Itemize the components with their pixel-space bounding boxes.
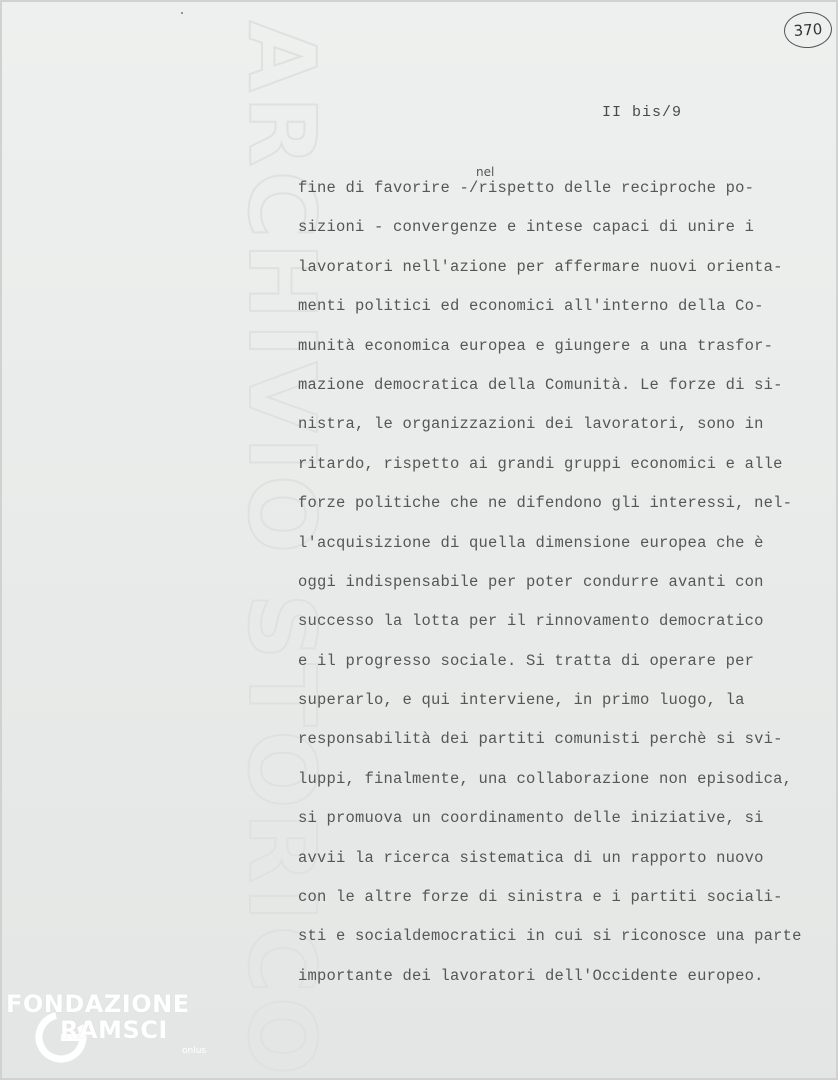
text-line: successo la lotta per il rinnovamento democratico xyxy=(298,612,764,631)
text-line: l'acquisizione di quella dimensione europea che è xyxy=(298,533,764,552)
archive-page-number-text: 370 xyxy=(793,20,823,40)
logo-line-1: FONDAZIONE xyxy=(6,990,190,1018)
text-line: responsabilità dei partiti comunisti perchè si svi- xyxy=(298,730,783,749)
text-line: ritardo, rispetto ai grandi gruppi economici e alle xyxy=(298,454,783,473)
text-line: oggi indispensabile per poter condurre avanti con xyxy=(298,572,764,591)
watermark-text: ARCHIVIO STORICO xyxy=(228,20,335,1080)
logo-initial: G xyxy=(60,1044,62,1045)
archive-page-number xyxy=(783,10,833,49)
handwritten-insertion: nel xyxy=(476,165,495,179)
typewritten-body xyxy=(298,178,828,1005)
logo-line-2: RAMSCI xyxy=(60,1016,168,1044)
text-line: munità economica europea e giungere a una trasfor- xyxy=(298,336,774,355)
text-line: sizioni - convergenze e intese capaci di unire i xyxy=(298,218,755,237)
text-line: e il progresso sociale. Si tratta di operare per xyxy=(298,651,755,670)
text-line: nistra, le organizzazioni dei lavoratori, sono in xyxy=(298,415,764,434)
paper-speck xyxy=(181,12,183,14)
fondazione-gramsci-logo xyxy=(6,990,206,1070)
text-line: lavoratori nell'azione per affermare nuovi orienta- xyxy=(298,257,783,276)
text-line: menti politici ed economici all'interno della Co- xyxy=(298,297,764,316)
text-line: si promuova un coordinamento delle iniziative, si xyxy=(298,809,764,828)
text-line: fine di favorire -/rispetto delle reciproche po- xyxy=(298,179,755,197)
logo-onlus: onlus xyxy=(182,1046,207,1056)
text-line: mazione democratica della Comunità. Le forze di si- xyxy=(298,375,783,394)
text-line: luppi, finalmente, una collaborazione non episodica, xyxy=(298,769,793,788)
text-line: con le altre forze di sinistra e i partiti sociali- xyxy=(298,888,783,907)
text-line: importante dei lavoratori dell'Occidente europeo. xyxy=(298,966,764,985)
text-line: sti e socialdemocratici in cui si riconosce una parte xyxy=(298,927,802,946)
text-line: forze politiche che ne difendono gli interessi, nel- xyxy=(298,494,793,513)
text-line: avvii la ricerca sistematica di un rapporto nuovo xyxy=(298,848,764,867)
page-reference: II bis/9 xyxy=(602,104,683,121)
text-line: superarlo, e qui interviene, in primo luogo, la xyxy=(298,691,745,710)
